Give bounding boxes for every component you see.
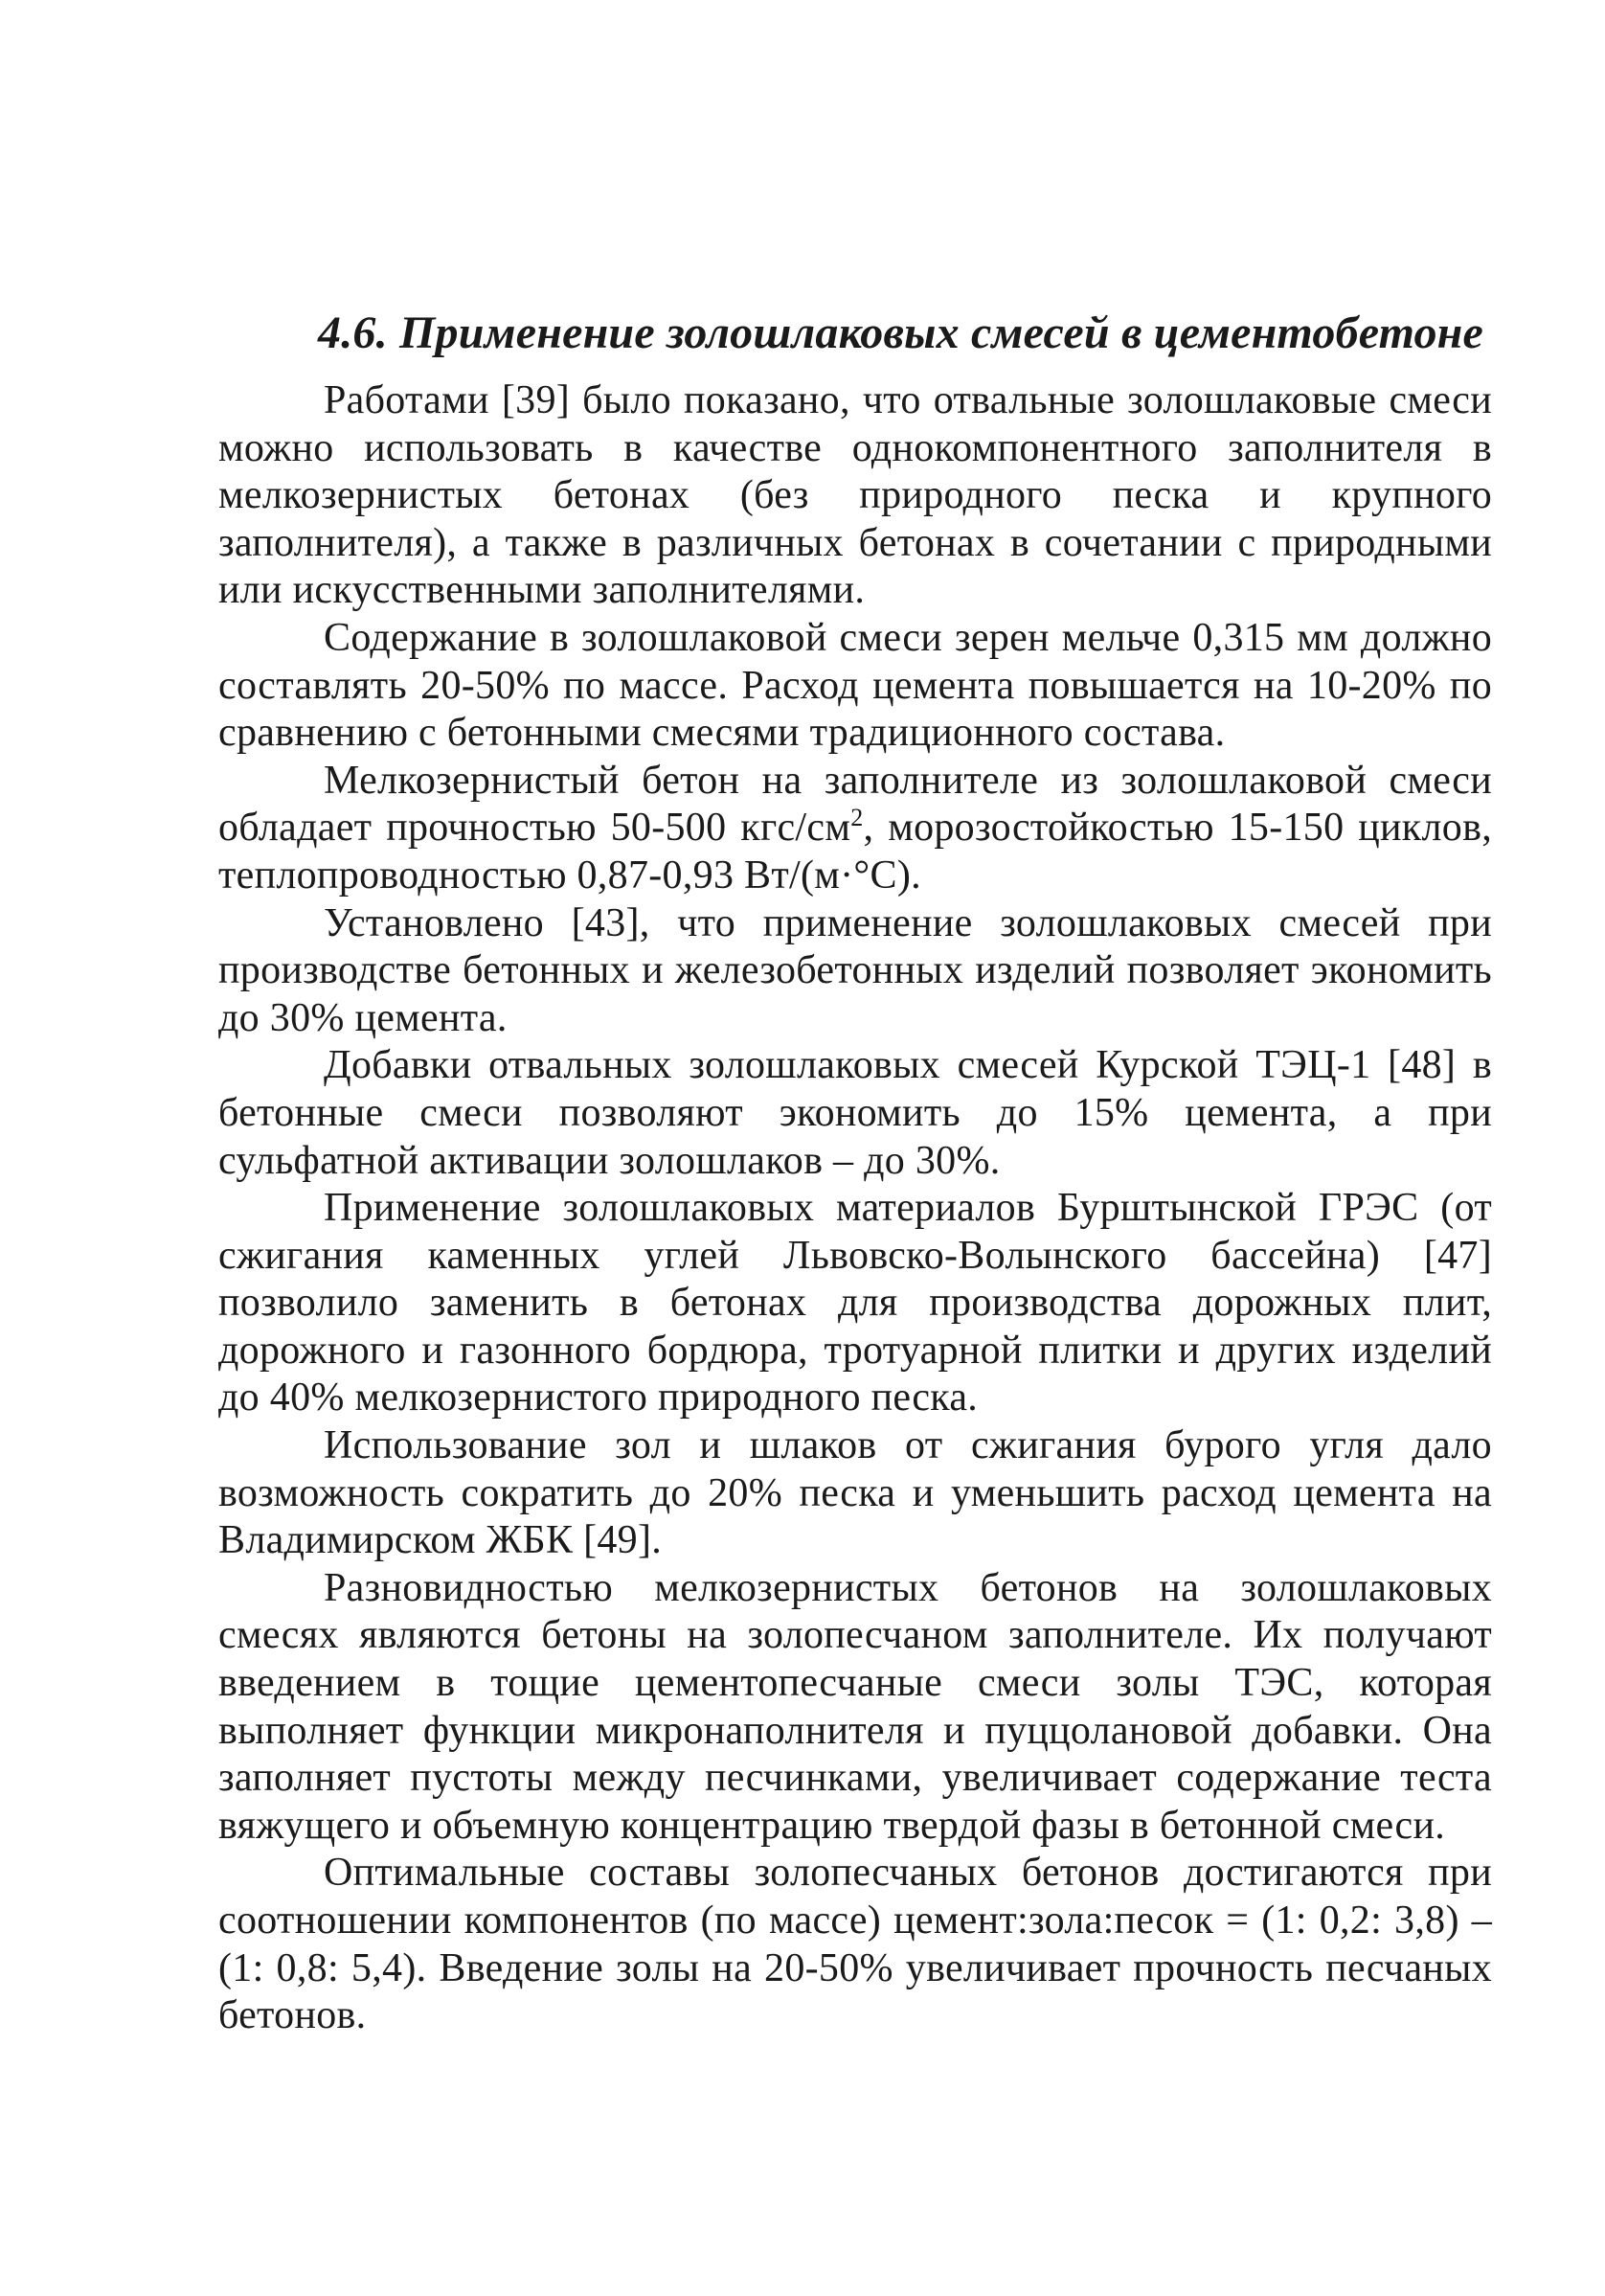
paragraph-3-text: Мелкозернистый бетон на заполнителе из золошлаковой смеси обладает прочностью 50-500 кгс/см xyxy=(218,758,1492,851)
superscript-2: 2 xyxy=(850,804,864,832)
paragraph-3-text-cont: , морозостойкостью 15-150 циклов, теплопроводностью 0,87-0,93 Вт/(м·°С). xyxy=(218,806,1492,898)
paragraph-5: Добавки отвальных золошлаковых смесей Курской ТЭЦ-1 [48] в бетонные смеси позволяют экономить до 15% цемента, а при сульфатной активации золошлаков – до 30%. xyxy=(218,1043,1492,1183)
paragraph-1: Работами [39] было показано, что отвальные золошлаковые смеси можно использовать в качестве однокомпонентного заполнителя в мелкозернистых бетонах (без природного песка и крупного заполнителя), а также в различных бетонах в сочетании с природными или искусственными заполнителями. xyxy=(218,378,1492,613)
paragraph-7: Использование зол и шлаков от сжигания бурого угля дало возможность сократить до 20% песка и уменьшить расход цемента на Владимирском ЖБК [49]. xyxy=(218,1423,1492,1563)
paragraph-4: Установлено [43], что применение золошлаковых смесей при производстве бетонных и железобетонных изделий позволяет экономить до 30% цемента. xyxy=(218,900,1492,1040)
paragraph-8: Разновидностью мелкозернистых бетонов на золошлаковых смесях являются бетоны на золопесчаном заполнителе. Их получают введением в тощие цементопесчаные смеси золы ТЭС, которая выполняет функции микронаполнителя и пуццолановой добавки. Она заполняет пустоты между песчинками, увеличивает содержание теста вяжущего и объемную концентрацию твердой фазы в бетонной смеси. xyxy=(218,1565,1492,1848)
paragraph-6: Применение золошлаковых материалов Бурштынской ГРЭС (от сжигания каменных углей Львовско-Волынского бассейна) [47] позволило заменить в бетонах для производства дорожных плит, дорожного и газонного бордюра, тротуарной плитки и других изделий до 40% мелкозернистого природного песка. xyxy=(218,1186,1492,1421)
paragraph-9: Оптимальные составы золопесчаных бетонов достигаются при соотношении компонентов (по массе) цемент:зола:песок = (1: 0,2: 3,8) – (1: 0,8: 5,4). Введение золы на 20-50% увеличивает прочность песчаных бетонов. xyxy=(218,1851,1492,2038)
paragraph-2: Содержание в золошлаковой смеси зерен мельче 0,315 мм должно составлять 20-50% по массе. Расход цемента повышается на 10-20% по сравнению с бетонными смесями традиционного состава. xyxy=(218,615,1492,756)
document-page xyxy=(218,305,1492,2040)
paragraph-3 xyxy=(218,758,1492,900)
section-heading: 4.6. Применение золошлаковых смесей в цементобетоне xyxy=(318,307,1484,358)
